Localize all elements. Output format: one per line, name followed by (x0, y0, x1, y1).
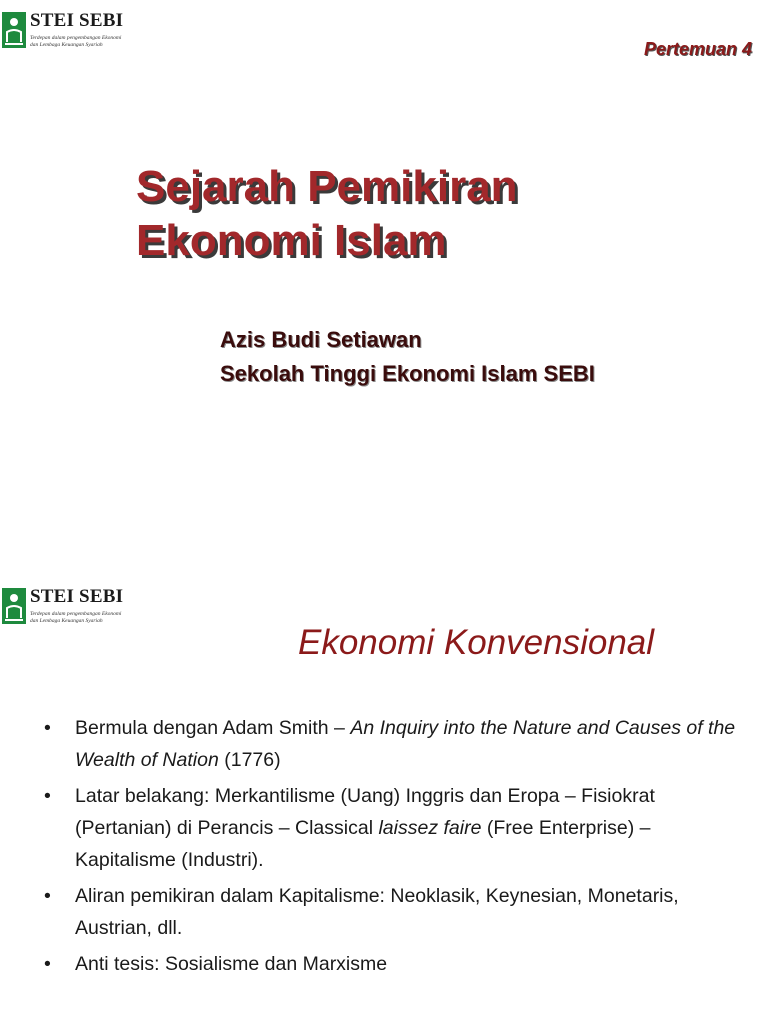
bullet-item (44, 948, 749, 980)
bullet-italic-text: laissez faire (378, 817, 482, 839)
presentation-title (136, 160, 518, 268)
logo-name: STEI SEBI (30, 10, 124, 31)
bullet-text: Latar belakang: Merkantilisme (Uang) Inggris dan Eropa – Fisiokrat (Pertanian) di Perancis – Classical (75, 785, 655, 839)
author-name: Azis Budi Setiawan (220, 327, 422, 352)
logo-mark-icon (2, 12, 26, 48)
logo-tagline-line: dan Lembaga Keuangan Syariah (30, 42, 103, 48)
bullet-dot: • (44, 717, 51, 739)
institution-name: Sekolah Tinggi Ekonomi Islam SEBI (220, 361, 595, 386)
bullet-text-tail: (1776) (218, 749, 281, 771)
title-line: Sejarah Pemikiran (136, 162, 518, 211)
bullet-text-tail: (Free Enterprise) – Kapitalisme (Industri). (75, 817, 651, 871)
logo-tagline-line: Terdepan dalam pengembangan Ekonomi (30, 35, 122, 41)
bullet-italic-text: An Inquiry into the Nature and Causes of the Wealth of Nation (75, 717, 736, 771)
bullet-item (44, 712, 749, 776)
stei-sebi-logo (2, 586, 124, 634)
stei-sebi-logo (2, 10, 124, 58)
logo-tagline (30, 35, 122, 49)
meeting-label: Pertemuan 4 (643, 39, 752, 59)
author-block (220, 323, 595, 391)
logo-tagline-line: Terdepan dalam pengembangan Ekonomi (30, 611, 122, 617)
title-line: Ekonomi Islam (136, 216, 447, 265)
slide-heading: Ekonomi Konvensional (298, 623, 655, 662)
slide-content (0, 576, 768, 1024)
bullet-text: Aliran pemikiran dalam Kapitalisme: Neoklasik, Keynesian, Monetaris, Austrian, dll. (75, 885, 679, 939)
bullet-dot: • (44, 953, 51, 975)
bullet-text: Anti tesis: Sosialisme dan Marxisme (75, 953, 388, 975)
logo-tagline-line: dan Lembaga Keuangan Syariah (30, 618, 103, 624)
bullet-item (44, 780, 749, 876)
bullet-dot: • (44, 885, 51, 907)
logo-tagline (30, 611, 122, 625)
logo-mark-icon (2, 588, 26, 624)
bullet-item (44, 880, 749, 944)
bullet-text: Bermula dengan Adam Smith – (75, 717, 351, 739)
bullet-dot: • (44, 785, 51, 807)
bullet-list (44, 712, 749, 984)
logo-name: STEI SEBI (30, 586, 124, 607)
